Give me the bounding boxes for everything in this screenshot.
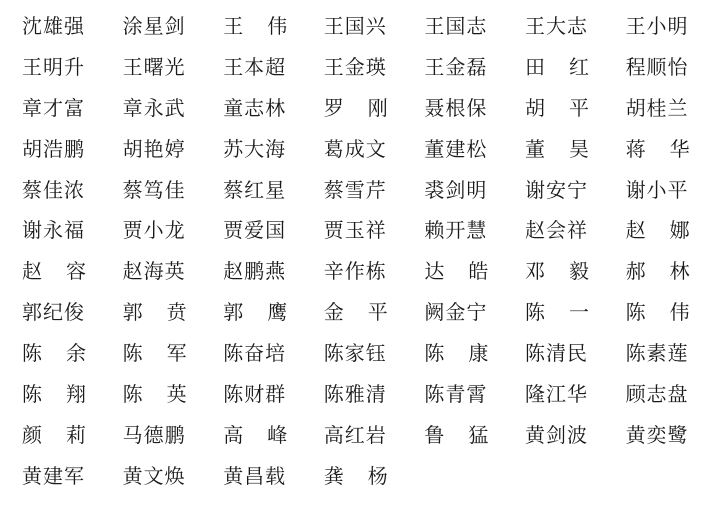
name-cell: 王 伟 <box>223 13 288 38</box>
name-cell: 郭 鹰 <box>223 300 288 325</box>
name-row <box>0 413 728 454</box>
name-cell: 贾小龙 <box>122 218 186 243</box>
name-cell: 龚 杨 <box>323 463 388 488</box>
name-cell: 马德鹏 <box>122 422 186 447</box>
name-cell: 隆江华 <box>524 381 588 406</box>
name-cell: 邓 毅 <box>524 259 589 284</box>
name-cell: 王曙光 <box>122 54 186 79</box>
name-cell: 赵 容 <box>22 259 86 284</box>
name-cell: 谢永福 <box>22 218 85 243</box>
name-row <box>0 372 728 413</box>
name-cell: 黄剑波 <box>524 422 588 447</box>
name-cell: 蔡笃佳 <box>122 177 186 202</box>
name-cell: 郝 林 <box>625 259 690 284</box>
name-cell: 陈 军 <box>122 341 187 366</box>
name-cell: 高 峰 <box>223 422 288 447</box>
name-cell: 郭 贲 <box>122 300 187 325</box>
name-cell: 王小明 <box>625 13 689 38</box>
name-cell: 胡 平 <box>524 95 589 120</box>
name-cell: 胡艳婷 <box>122 136 186 161</box>
name-cell: 陈 翔 <box>22 381 86 406</box>
name-cell: 郭纪俊 <box>22 300 85 325</box>
name-cell: 辛作栋 <box>323 259 387 284</box>
name-cell: 王金瑛 <box>323 54 387 79</box>
name-row <box>0 454 728 495</box>
name-cell: 苏大海 <box>223 136 287 161</box>
name-cell: 沈雄强 <box>22 13 85 38</box>
name-row <box>0 208 728 249</box>
name-cell: 董 昊 <box>524 136 589 161</box>
name-cell: 阙金宁 <box>424 300 488 325</box>
name-cell: 谢小平 <box>625 177 689 202</box>
name-cell: 黄建军 <box>22 463 85 488</box>
name-cell: 陈财群 <box>223 381 287 406</box>
name-list <box>0 4 728 495</box>
name-cell: 黄奕鹭 <box>625 422 689 447</box>
name-cell: 陈青霄 <box>424 381 488 406</box>
name-cell: 陈家钰 <box>323 341 387 366</box>
name-cell: 胡桂兰 <box>625 95 689 120</box>
name-cell: 章才富 <box>22 95 85 120</box>
name-cell: 赖开慧 <box>424 218 488 243</box>
name-cell: 赵 娜 <box>625 218 690 243</box>
name-cell: 王金磊 <box>424 54 488 79</box>
name-cell: 陈素莲 <box>625 341 689 366</box>
name-cell: 黄昌载 <box>223 463 287 488</box>
name-row <box>0 86 728 127</box>
name-cell: 蔡佳浓 <box>22 177 85 202</box>
name-cell: 罗 刚 <box>323 95 388 120</box>
name-cell: 陈清民 <box>524 341 588 366</box>
name-row <box>0 331 728 372</box>
name-cell: 陈奋培 <box>223 341 287 366</box>
name-cell: 陈 康 <box>424 341 489 366</box>
name-cell: 蔡雪芹 <box>323 177 387 202</box>
name-cell: 葛成文 <box>323 136 387 161</box>
name-row <box>0 127 728 168</box>
name-cell: 达 皓 <box>424 259 489 284</box>
name-cell: 陈雅清 <box>323 381 387 406</box>
name-cell: 程顺怡 <box>625 54 689 79</box>
name-cell: 贾玉祥 <box>323 218 387 243</box>
name-cell: 蔡红星 <box>223 177 287 202</box>
name-cell: 聂根保 <box>424 95 488 120</box>
name-cell: 金 平 <box>323 300 388 325</box>
name-cell: 涂星剑 <box>122 13 186 38</box>
name-cell: 谢安宁 <box>524 177 588 202</box>
name-cell: 陈 余 <box>22 341 86 366</box>
name-cell: 王大志 <box>524 13 588 38</box>
name-cell: 高红岩 <box>323 422 387 447</box>
name-cell: 陈 一 <box>524 300 589 325</box>
name-row <box>0 4 728 45</box>
name-cell: 陈 伟 <box>625 300 690 325</box>
name-row <box>0 45 728 86</box>
name-cell: 胡浩鹏 <box>22 136 85 161</box>
name-cell: 童志林 <box>223 95 287 120</box>
name-cell: 颜 莉 <box>22 422 86 447</box>
name-row <box>0 168 728 209</box>
name-cell: 黄文焕 <box>122 463 186 488</box>
name-cell: 田 红 <box>524 54 589 79</box>
name-row <box>0 290 728 331</box>
name-cell: 章永武 <box>122 95 186 120</box>
name-cell: 王国兴 <box>323 13 387 38</box>
name-cell: 鲁 猛 <box>424 422 489 447</box>
name-cell: 赵海英 <box>122 259 186 284</box>
name-cell: 王明升 <box>22 54 85 79</box>
name-cell: 赵会祥 <box>524 218 588 243</box>
name-cell: 蒋 华 <box>625 136 690 161</box>
name-cell: 王本超 <box>223 54 287 79</box>
name-cell: 董建松 <box>424 136 488 161</box>
name-row <box>0 249 728 290</box>
name-cell: 裘剑明 <box>424 177 488 202</box>
name-cell: 陈 英 <box>122 381 187 406</box>
name-cell: 顾志盘 <box>625 381 689 406</box>
name-cell: 王国志 <box>424 13 488 38</box>
name-cell: 赵鹏燕 <box>223 259 287 284</box>
name-cell: 贾爱国 <box>223 218 287 243</box>
